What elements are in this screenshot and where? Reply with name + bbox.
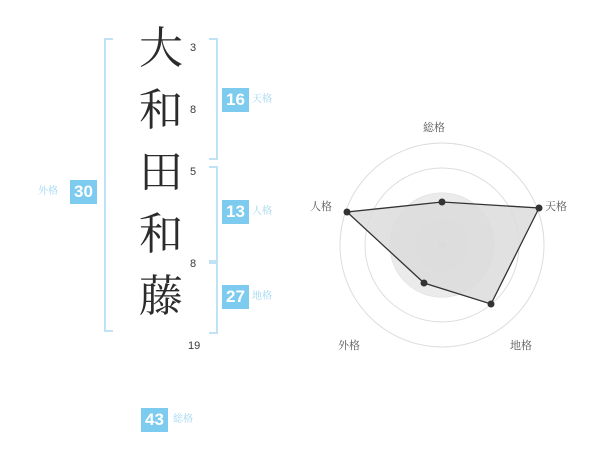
radar-chart — [310, 105, 575, 375]
bracket-jinkaku — [207, 168, 218, 264]
score-jinkaku-value: 13 — [222, 200, 249, 224]
score-gaikaku-label: 外格 — [38, 186, 58, 197]
kanji-char-5: 藤 — [139, 271, 183, 322]
bracket-chikaku — [207, 262, 218, 334]
radar-data-polygon — [347, 202, 539, 304]
radar-label-soukaku: 総格 — [423, 122, 445, 134]
radar-point-soukaku — [439, 199, 446, 206]
radar-point-gaikaku — [421, 280, 428, 287]
radar-label-gaikaku: 外格 — [338, 340, 360, 352]
radar-label-tenkaku: 天格 — [545, 201, 567, 213]
stroke-count-2: 8 — [190, 104, 197, 116]
score-chikaku-value: 27 — [222, 285, 249, 309]
name-kanji-column — [130, 18, 192, 328]
radar-point-chikaku — [488, 301, 495, 308]
radar-label-chikaku: 地格 — [510, 340, 532, 352]
radar-point-tenkaku — [536, 205, 543, 212]
bracket-gaikaku — [104, 40, 115, 332]
kanji-char-2: 和 — [139, 85, 183, 136]
score-soukaku-value: 43 — [141, 408, 168, 432]
stroke-count-3: 5 — [190, 166, 197, 178]
score-jinkaku-label: 人格 — [252, 206, 272, 217]
stroke-count-4: 8 — [190, 258, 197, 270]
radar-point-jinkaku — [344, 209, 351, 216]
radar-chart-svg — [310, 105, 575, 375]
score-gaikaku-value: 30 — [70, 180, 97, 204]
stroke-count-5: 19 — [188, 340, 201, 352]
kanji-char-1: 大 — [139, 23, 183, 74]
kanji-char-3: 田 — [139, 147, 183, 198]
radar-label-jinkaku: 人格 — [310, 201, 332, 213]
score-tenkaku-value: 16 — [222, 88, 249, 112]
score-tenkaku-label: 天格 — [252, 94, 272, 105]
score-chikaku-label: 地格 — [252, 291, 272, 302]
bracket-tenkaku — [207, 40, 218, 160]
kanji-char-4: 和 — [139, 209, 183, 260]
stroke-count-1: 3 — [190, 42, 197, 54]
score-soukaku-label: 総格 — [173, 414, 193, 425]
